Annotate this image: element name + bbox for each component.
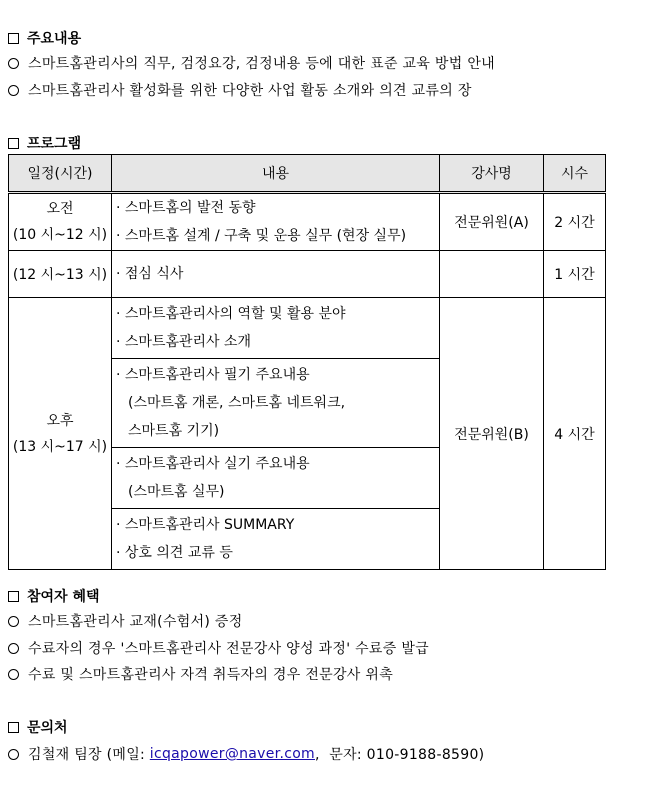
section-heading-main-content xyxy=(8,28,81,48)
section-heading-benefits xyxy=(8,586,100,606)
program-table xyxy=(8,154,606,570)
section-title: 문의처 xyxy=(27,720,68,736)
content-line: · 점심 식사 xyxy=(116,266,184,282)
checkbox-square-icon xyxy=(8,722,19,733)
list-item-text: 스마트홈관리사 활성화를 위한 다양한 사업 활동 소개와 의견 교류의 장 xyxy=(28,83,472,99)
content-line: · 상호 의견 교류 등 xyxy=(116,545,233,561)
section-title: 프로그램 xyxy=(27,136,82,152)
header-hours: 시수 xyxy=(544,155,606,193)
list-item-text: 스마트홈관리사 교재(수험서) 증정 xyxy=(28,614,243,630)
content-block xyxy=(112,298,439,359)
hours-cell: 1 시간 xyxy=(544,251,606,298)
header-content: 내용 xyxy=(112,155,440,193)
circle-bullet-icon xyxy=(8,85,19,96)
list-item xyxy=(8,664,393,684)
time-range: (13 시~17 시) xyxy=(12,438,108,455)
schedule-cell xyxy=(9,193,112,251)
content-block xyxy=(112,509,439,569)
hours-cell: 4 시간 xyxy=(544,298,606,570)
list-item-text: 수료 및 스마트홈관리사 자격 취득자의 경우 전문강사 위촉 xyxy=(28,667,394,683)
content-line: (스마트홈 개론, 스마트홈 네트워크, xyxy=(128,395,346,411)
header-instructor: 강사명 xyxy=(440,155,544,193)
section-heading-contact xyxy=(8,717,68,737)
section-title: 참여자 혜택 xyxy=(27,589,100,605)
contact-line xyxy=(8,744,484,764)
instructor-cell: 전문위원(B) xyxy=(440,298,544,570)
email-link[interactable]: icqapower@naver.com xyxy=(149,746,315,762)
instructor-cell: 전문위원(A) xyxy=(440,193,544,251)
table-row xyxy=(9,298,606,570)
list-item xyxy=(8,638,429,658)
contact-prefix: 김철재 팀장 (메일: xyxy=(28,747,150,763)
checkbox-square-icon xyxy=(8,138,19,149)
time-label: 오전 xyxy=(46,201,74,217)
list-item xyxy=(8,611,243,631)
schedule-cell xyxy=(9,298,112,570)
hours-cell: 2 시간 xyxy=(544,193,606,251)
content-cell xyxy=(112,298,440,570)
content-line: (스마트홈 실무) xyxy=(128,484,225,500)
content-line: · 스마트홈관리사의 역할 및 활용 분야 xyxy=(116,306,346,322)
list-item-text: 수료자의 경우 '스마트홈관리사 전문강사 양성 과정' 수료증 발급 xyxy=(28,641,429,657)
time-range: (10 시~12 시) xyxy=(12,227,108,243)
checkbox-square-icon xyxy=(8,591,19,602)
list-item-text: 스마트홈관리사의 직무, 검정요강, 검정내용 등에 대한 표준 교육 방법 안내 xyxy=(28,56,495,72)
circle-bullet-icon xyxy=(8,643,19,654)
table-header-row xyxy=(9,155,606,193)
circle-bullet-icon xyxy=(8,669,19,680)
content-cell xyxy=(112,193,440,251)
content-line: · 스마트홈의 발전 동향 xyxy=(116,200,256,216)
table-row xyxy=(9,193,606,251)
header-schedule: 일정(시간) xyxy=(9,155,112,193)
list-item xyxy=(8,80,472,100)
instructor-cell xyxy=(440,251,544,298)
contact-suffix: , 문자: 010-9188-8590) xyxy=(315,747,485,763)
section-heading-program xyxy=(8,133,81,153)
schedule-cell: (12 시~13 시) xyxy=(9,251,112,298)
content-line: · 스마트홈 설계 / 구축 및 운용 실무 (현장 실무) xyxy=(116,228,407,244)
content-line: 스마트홈 기기) xyxy=(128,423,220,439)
section-title: 주요내용 xyxy=(27,31,82,47)
circle-bullet-icon xyxy=(8,58,19,69)
time-label: 오후 xyxy=(46,412,74,429)
circle-bullet-icon xyxy=(8,616,19,627)
list-item xyxy=(8,53,495,73)
content-line: · 스마트홈관리사 필기 주요내용 xyxy=(116,367,310,383)
content-cell xyxy=(112,251,440,298)
content-line: · 스마트홈관리사 실기 주요내용 xyxy=(116,456,310,472)
table-row xyxy=(9,251,606,298)
content-block xyxy=(112,448,439,509)
content-block xyxy=(112,359,439,448)
content-line: · 스마트홈관리사 소개 xyxy=(116,334,252,350)
checkbox-square-icon xyxy=(8,33,19,44)
circle-bullet-icon xyxy=(8,749,19,760)
content-line: · 스마트홈관리사 SUMMARY xyxy=(116,517,295,533)
